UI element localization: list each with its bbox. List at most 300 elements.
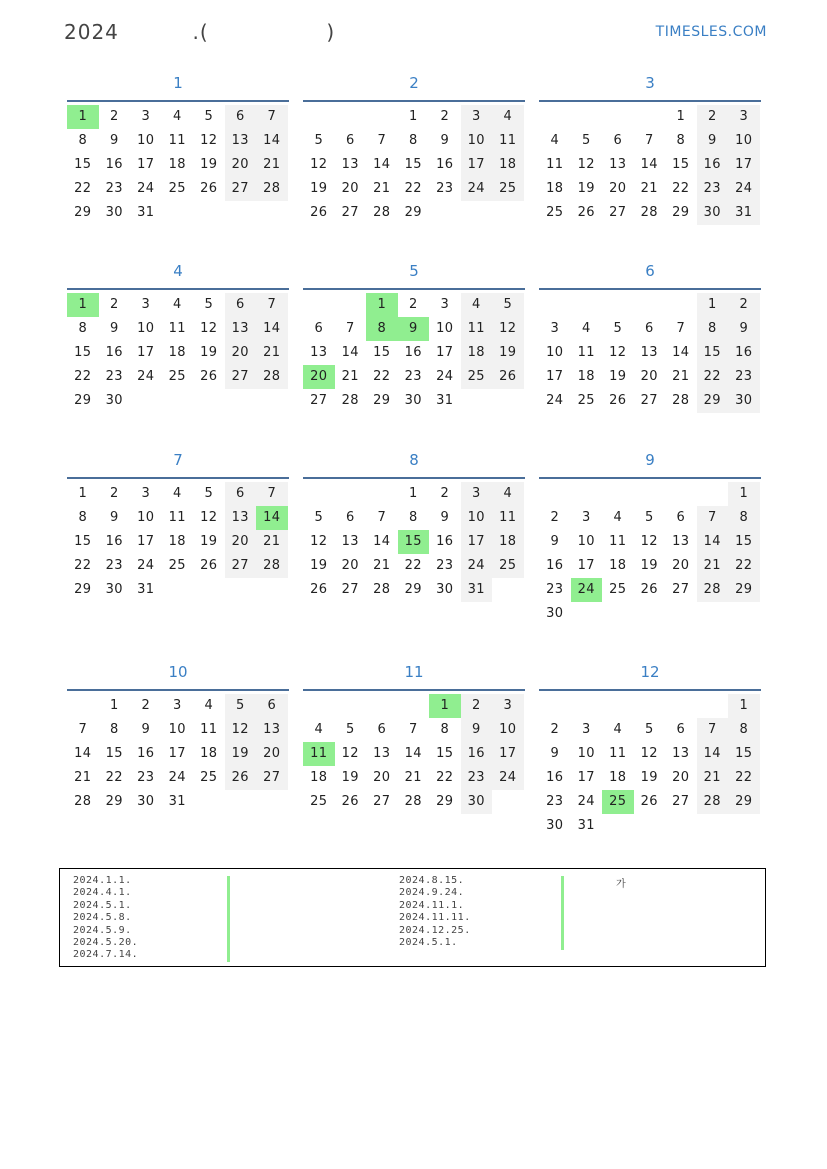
day-cell: 7 bbox=[644, 133, 654, 148]
day-cell: 3 bbox=[728, 105, 760, 129]
day-cell: 25 bbox=[461, 365, 493, 389]
day-cell: 5 bbox=[492, 293, 524, 317]
day-cell: 17 bbox=[436, 345, 454, 360]
day-cell: 7 bbox=[408, 722, 418, 737]
empty-day-cell bbox=[571, 694, 603, 718]
day-cell: 3 bbox=[141, 486, 151, 501]
month-header-rule bbox=[303, 477, 525, 479]
day-cell: 12 bbox=[609, 345, 627, 360]
day-cell: 15 bbox=[697, 341, 729, 365]
day-cell: 21 bbox=[341, 369, 359, 384]
empty-day-cell bbox=[303, 694, 335, 718]
day-cell: 27 bbox=[225, 365, 257, 389]
day-cell: 13 bbox=[341, 157, 359, 172]
empty-day-cell bbox=[335, 694, 367, 718]
day-cell: 29 bbox=[74, 205, 92, 220]
day-cell: 3 bbox=[141, 297, 151, 312]
day-cell: 25 bbox=[577, 393, 595, 408]
empty-day-cell bbox=[539, 293, 571, 317]
day-cell: 19 bbox=[200, 157, 218, 172]
day-cell: 9 bbox=[440, 133, 450, 148]
month-title: 5 bbox=[409, 262, 419, 280]
empty-day-cell bbox=[602, 694, 634, 718]
month-day-grid bbox=[539, 105, 761, 225]
empty-day-cell bbox=[665, 293, 697, 317]
day-cell: 15 bbox=[373, 345, 391, 360]
day-cell: 30 bbox=[404, 393, 422, 408]
day-cell: 11 bbox=[168, 133, 186, 148]
day-cell: 22 bbox=[404, 558, 422, 573]
day-cell: 16 bbox=[105, 534, 123, 549]
month-header-rule bbox=[539, 288, 761, 290]
day-cell: 2 bbox=[109, 109, 119, 124]
day-cell: 27 bbox=[225, 177, 257, 201]
day-cell: 5 bbox=[225, 694, 257, 718]
day-cell: 3 bbox=[581, 510, 591, 525]
day-cell: 30 bbox=[105, 205, 123, 220]
day-cell: 11 bbox=[461, 317, 493, 341]
day-cell: 9 bbox=[109, 510, 119, 525]
day-cell: 7 bbox=[256, 482, 288, 506]
day-cell: 31 bbox=[577, 818, 595, 833]
day-cell: 22 bbox=[728, 766, 760, 790]
month-day-grid bbox=[67, 293, 289, 413]
day-cell: 5 bbox=[581, 133, 591, 148]
day-cell: 1 bbox=[676, 109, 686, 124]
day-cell: 21 bbox=[672, 369, 690, 384]
day-cell: 10 bbox=[461, 506, 493, 530]
day-cell: 22 bbox=[74, 369, 92, 384]
day-cell: 24 bbox=[168, 770, 186, 785]
day-cell: 21 bbox=[74, 770, 92, 785]
day-cell: 30 bbox=[137, 794, 155, 809]
day-cell: 13 bbox=[225, 317, 257, 341]
day-cell: 14 bbox=[256, 506, 288, 530]
day-cell: 30 bbox=[105, 582, 123, 597]
empty-day-cell bbox=[303, 293, 335, 317]
month-10 bbox=[67, 655, 289, 814]
day-cell: 28 bbox=[256, 177, 288, 201]
month-8 bbox=[303, 443, 525, 602]
day-cell: 25 bbox=[310, 794, 328, 809]
day-cell: 16 bbox=[461, 742, 493, 766]
day-cell: 17 bbox=[728, 153, 760, 177]
legend-date: 2024.1.1. bbox=[73, 875, 132, 886]
day-cell: 8 bbox=[78, 510, 88, 525]
day-cell: 29 bbox=[436, 794, 454, 809]
day-cell: 29 bbox=[404, 205, 422, 220]
day-cell: 23 bbox=[436, 558, 454, 573]
day-cell: 20 bbox=[341, 558, 359, 573]
day-cell: 10 bbox=[577, 746, 595, 761]
day-cell: 6 bbox=[256, 694, 288, 718]
day-cell: 22 bbox=[672, 181, 690, 196]
day-cell: 17 bbox=[168, 746, 186, 761]
day-cell: 4 bbox=[461, 293, 493, 317]
day-cell: 6 bbox=[314, 321, 324, 336]
day-cell: 4 bbox=[172, 297, 182, 312]
day-cell: 10 bbox=[168, 722, 186, 737]
month-5 bbox=[303, 254, 525, 413]
day-cell: 10 bbox=[436, 321, 454, 336]
day-cell: 9 bbox=[141, 722, 151, 737]
day-cell: 27 bbox=[310, 393, 328, 408]
day-cell: 26 bbox=[200, 369, 218, 384]
day-cell: 6 bbox=[225, 482, 257, 506]
empty-day-cell bbox=[366, 694, 398, 718]
day-cell: 4 bbox=[613, 510, 623, 525]
day-cell: 17 bbox=[137, 345, 155, 360]
day-cell: 28 bbox=[697, 790, 729, 814]
day-cell: 14 bbox=[697, 742, 729, 766]
day-cell: 7 bbox=[256, 293, 288, 317]
day-cell: 10 bbox=[577, 534, 595, 549]
day-cell: 1 bbox=[408, 109, 418, 124]
day-cell: 29 bbox=[728, 790, 760, 814]
day-cell: 10 bbox=[492, 718, 524, 742]
legend-date: 2024.12.25. bbox=[399, 924, 471, 936]
legend-date: 2024.5.20. bbox=[73, 937, 139, 949]
day-cell: 8 bbox=[697, 317, 729, 341]
month-header-rule bbox=[67, 100, 289, 102]
day-cell: 12 bbox=[310, 157, 328, 172]
day-cell: 16 bbox=[728, 341, 760, 365]
day-cell: 11 bbox=[303, 742, 335, 766]
day-cell: 17 bbox=[546, 369, 564, 384]
month-title: 10 bbox=[168, 663, 188, 681]
month-title: 9 bbox=[645, 451, 655, 469]
day-cell: 17 bbox=[577, 770, 595, 785]
day-cell: 15 bbox=[672, 157, 690, 172]
day-cell: 11 bbox=[577, 345, 595, 360]
day-cell: 14 bbox=[341, 345, 359, 360]
day-cell: 11 bbox=[609, 534, 627, 549]
day-cell: 19 bbox=[492, 341, 524, 365]
day-cell: 14 bbox=[256, 317, 288, 341]
month-title: 8 bbox=[409, 451, 419, 469]
day-cell: 5 bbox=[314, 133, 324, 148]
day-cell: 18 bbox=[461, 341, 493, 365]
day-cell: 5 bbox=[204, 109, 214, 124]
legend-right-dates bbox=[399, 875, 471, 949]
day-cell: 11 bbox=[200, 722, 218, 737]
site-logo[interactable]: TIMESLES.COM bbox=[655, 24, 767, 40]
day-cell: 5 bbox=[314, 510, 324, 525]
day-cell: 19 bbox=[310, 558, 328, 573]
day-cell: 17 bbox=[137, 534, 155, 549]
day-cell: 18 bbox=[492, 153, 524, 177]
day-cell: 8 bbox=[728, 506, 760, 530]
day-cell: 12 bbox=[310, 534, 328, 549]
day-cell: 28 bbox=[373, 205, 391, 220]
empty-day-cell bbox=[539, 694, 571, 718]
day-cell: 14 bbox=[697, 530, 729, 554]
day-cell: 7 bbox=[697, 718, 729, 742]
day-cell: 12 bbox=[200, 510, 218, 525]
day-cell: 9 bbox=[109, 321, 119, 336]
day-cell: 7 bbox=[676, 321, 686, 336]
month-day-grid bbox=[303, 482, 525, 602]
day-cell: 27 bbox=[609, 205, 627, 220]
day-cell: 8 bbox=[728, 718, 760, 742]
month-day-grid bbox=[67, 482, 289, 602]
day-cell: 28 bbox=[256, 554, 288, 578]
month-header-rule bbox=[303, 288, 525, 290]
day-cell: 20 bbox=[640, 369, 658, 384]
legend-date: 2024.11.11. bbox=[399, 912, 471, 924]
day-cell: 13 bbox=[341, 534, 359, 549]
day-cell: 3 bbox=[461, 105, 493, 129]
day-cell: 19 bbox=[577, 181, 595, 196]
day-cell: 14 bbox=[640, 157, 658, 172]
month-title: 7 bbox=[173, 451, 183, 469]
day-cell: 15 bbox=[398, 530, 430, 554]
month-header-rule bbox=[67, 689, 289, 691]
empty-day-cell bbox=[634, 105, 666, 129]
empty-day-cell bbox=[602, 105, 634, 129]
day-cell: 9 bbox=[398, 317, 430, 341]
day-cell: 13 bbox=[672, 746, 690, 761]
legend-date: 2024.11.1. bbox=[399, 899, 465, 911]
day-cell: 23 bbox=[546, 582, 564, 597]
month-day-grid bbox=[539, 293, 761, 413]
day-cell: 27 bbox=[256, 766, 288, 790]
day-cell: 29 bbox=[404, 582, 422, 597]
day-cell: 24 bbox=[577, 794, 595, 809]
day-cell: 2 bbox=[440, 486, 450, 501]
empty-day-cell bbox=[634, 482, 666, 506]
day-cell: 3 bbox=[581, 722, 591, 737]
day-cell: 18 bbox=[168, 345, 186, 360]
day-cell: 31 bbox=[461, 578, 493, 602]
day-cell: 8 bbox=[440, 722, 450, 737]
empty-day-cell bbox=[335, 482, 367, 506]
day-cell: 26 bbox=[640, 582, 658, 597]
legend-date: 2024.4.1. bbox=[73, 887, 132, 899]
day-cell: 24 bbox=[546, 393, 564, 408]
day-cell: 16 bbox=[546, 558, 564, 573]
month-header-rule bbox=[303, 689, 525, 691]
day-cell: 13 bbox=[609, 157, 627, 172]
day-cell: 30 bbox=[105, 393, 123, 408]
day-cell: 20 bbox=[225, 530, 257, 554]
month-2 bbox=[303, 66, 525, 225]
day-cell: 6 bbox=[345, 133, 355, 148]
day-cell: 8 bbox=[78, 133, 88, 148]
day-cell: 4 bbox=[613, 722, 623, 737]
month-title: 12 bbox=[640, 663, 660, 681]
day-cell: 21 bbox=[256, 341, 288, 365]
day-cell: 18 bbox=[577, 369, 595, 384]
day-cell: 17 bbox=[461, 153, 493, 177]
day-cell: 9 bbox=[550, 746, 560, 761]
day-cell: 30 bbox=[436, 582, 454, 597]
day-cell: 19 bbox=[200, 534, 218, 549]
legend-date: 2024.5.9. bbox=[73, 924, 132, 936]
day-cell: 20 bbox=[672, 558, 690, 573]
day-cell: 20 bbox=[225, 153, 257, 177]
month-title: 2 bbox=[409, 74, 419, 92]
legend-date: 2024.8.15. bbox=[399, 875, 465, 886]
day-cell: 22 bbox=[74, 181, 92, 196]
month-header-rule bbox=[539, 477, 761, 479]
day-cell: 10 bbox=[137, 321, 155, 336]
empty-day-cell bbox=[303, 105, 335, 129]
month-day-grid bbox=[303, 293, 525, 413]
month-9 bbox=[539, 443, 761, 626]
day-cell: 13 bbox=[672, 534, 690, 549]
day-cell: 24 bbox=[492, 766, 524, 790]
day-cell: 6 bbox=[345, 510, 355, 525]
empty-day-cell bbox=[539, 482, 571, 506]
day-cell: 19 bbox=[341, 770, 359, 785]
day-cell: 18 bbox=[609, 558, 627, 573]
day-cell: 1 bbox=[408, 486, 418, 501]
day-cell: 11 bbox=[168, 510, 186, 525]
day-cell: 26 bbox=[200, 181, 218, 196]
month-12 bbox=[539, 655, 761, 838]
legend-left-marker bbox=[227, 876, 230, 962]
page-title: 2024 .( ) bbox=[64, 20, 336, 44]
day-cell: 22 bbox=[728, 554, 760, 578]
day-cell: 31 bbox=[436, 393, 454, 408]
day-cell: 4 bbox=[172, 486, 182, 501]
empty-day-cell bbox=[665, 694, 697, 718]
day-cell: 12 bbox=[640, 534, 658, 549]
empty-day-cell bbox=[571, 105, 603, 129]
day-cell: 29 bbox=[672, 205, 690, 220]
day-cell: 14 bbox=[74, 746, 92, 761]
day-cell: 27 bbox=[640, 393, 658, 408]
day-cell: 12 bbox=[200, 133, 218, 148]
day-cell: 3 bbox=[440, 297, 450, 312]
empty-day-cell bbox=[67, 694, 99, 718]
day-cell: 30 bbox=[697, 201, 729, 225]
day-cell: 20 bbox=[373, 770, 391, 785]
day-cell: 2 bbox=[728, 293, 760, 317]
day-cell: 17 bbox=[461, 530, 493, 554]
day-cell: 24 bbox=[436, 369, 454, 384]
day-cell: 29 bbox=[697, 389, 729, 413]
month-day-grid bbox=[539, 482, 761, 626]
day-cell: 26 bbox=[225, 766, 257, 790]
day-cell: 9 bbox=[697, 129, 729, 153]
month-1 bbox=[67, 66, 289, 225]
day-cell: 29 bbox=[74, 582, 92, 597]
day-cell: 12 bbox=[640, 746, 658, 761]
day-cell: 20 bbox=[303, 365, 335, 389]
day-cell: 15 bbox=[74, 157, 92, 172]
day-cell: 2 bbox=[109, 297, 119, 312]
empty-day-cell bbox=[366, 105, 398, 129]
day-cell: 25 bbox=[168, 369, 186, 384]
day-cell: 24 bbox=[137, 181, 155, 196]
day-cell: 6 bbox=[613, 133, 623, 148]
day-cell: 24 bbox=[571, 578, 603, 602]
day-cell: 31 bbox=[137, 582, 155, 597]
empty-day-cell bbox=[602, 293, 634, 317]
day-cell: 23 bbox=[137, 770, 155, 785]
day-cell: 15 bbox=[74, 345, 92, 360]
day-cell: 25 bbox=[168, 558, 186, 573]
day-cell: 19 bbox=[640, 770, 658, 785]
day-cell: 22 bbox=[436, 770, 454, 785]
day-cell: 1 bbox=[67, 105, 99, 129]
day-cell: 20 bbox=[225, 341, 257, 365]
month-3 bbox=[539, 66, 761, 225]
day-cell: 2 bbox=[550, 510, 560, 525]
day-cell: 26 bbox=[200, 558, 218, 573]
day-cell: 11 bbox=[546, 157, 564, 172]
day-cell: 6 bbox=[676, 510, 686, 525]
empty-day-cell bbox=[335, 105, 367, 129]
month-day-grid bbox=[67, 694, 289, 814]
day-cell: 16 bbox=[697, 153, 729, 177]
empty-day-cell bbox=[665, 482, 697, 506]
day-cell: 21 bbox=[256, 153, 288, 177]
day-cell: 17 bbox=[577, 558, 595, 573]
day-cell: 13 bbox=[225, 506, 257, 530]
day-cell: 2 bbox=[697, 105, 729, 129]
day-cell: 18 bbox=[609, 770, 627, 785]
empty-day-cell bbox=[303, 482, 335, 506]
day-cell: 27 bbox=[672, 582, 690, 597]
day-cell: 27 bbox=[373, 794, 391, 809]
day-cell: 12 bbox=[200, 321, 218, 336]
day-cell: 27 bbox=[341, 205, 359, 220]
day-cell: 23 bbox=[105, 558, 123, 573]
day-cell: 29 bbox=[373, 393, 391, 408]
day-cell: 9 bbox=[550, 534, 560, 549]
empty-day-cell bbox=[697, 482, 729, 506]
day-cell: 21 bbox=[640, 181, 658, 196]
day-cell: 22 bbox=[74, 558, 92, 573]
day-cell: 26 bbox=[310, 205, 328, 220]
month-11 bbox=[303, 655, 525, 814]
day-cell: 7 bbox=[256, 105, 288, 129]
empty-day-cell bbox=[571, 293, 603, 317]
day-cell: 14 bbox=[373, 157, 391, 172]
day-cell: 6 bbox=[676, 722, 686, 737]
day-cell: 2 bbox=[461, 694, 493, 718]
month-title: 3 bbox=[645, 74, 655, 92]
day-cell: 10 bbox=[461, 129, 493, 153]
day-cell: 28 bbox=[404, 794, 422, 809]
day-cell: 10 bbox=[728, 129, 760, 153]
day-cell: 9 bbox=[728, 317, 760, 341]
day-cell: 6 bbox=[225, 105, 257, 129]
day-cell: 22 bbox=[404, 181, 422, 196]
day-cell: 8 bbox=[366, 317, 398, 341]
month-6 bbox=[539, 254, 761, 413]
day-cell: 7 bbox=[697, 506, 729, 530]
day-cell: 5 bbox=[644, 722, 654, 737]
empty-day-cell bbox=[571, 482, 603, 506]
month-day-grid bbox=[67, 105, 289, 225]
day-cell: 7 bbox=[78, 722, 88, 737]
day-cell: 23 bbox=[105, 181, 123, 196]
day-cell: 2 bbox=[440, 109, 450, 124]
day-cell: 7 bbox=[377, 133, 387, 148]
day-cell: 18 bbox=[310, 770, 328, 785]
day-cell: 12 bbox=[492, 317, 524, 341]
day-cell: 25 bbox=[546, 205, 564, 220]
day-cell: 28 bbox=[74, 794, 92, 809]
day-cell: 6 bbox=[377, 722, 387, 737]
day-cell: 16 bbox=[436, 534, 454, 549]
day-cell: 6 bbox=[225, 293, 257, 317]
day-cell: 21 bbox=[697, 554, 729, 578]
